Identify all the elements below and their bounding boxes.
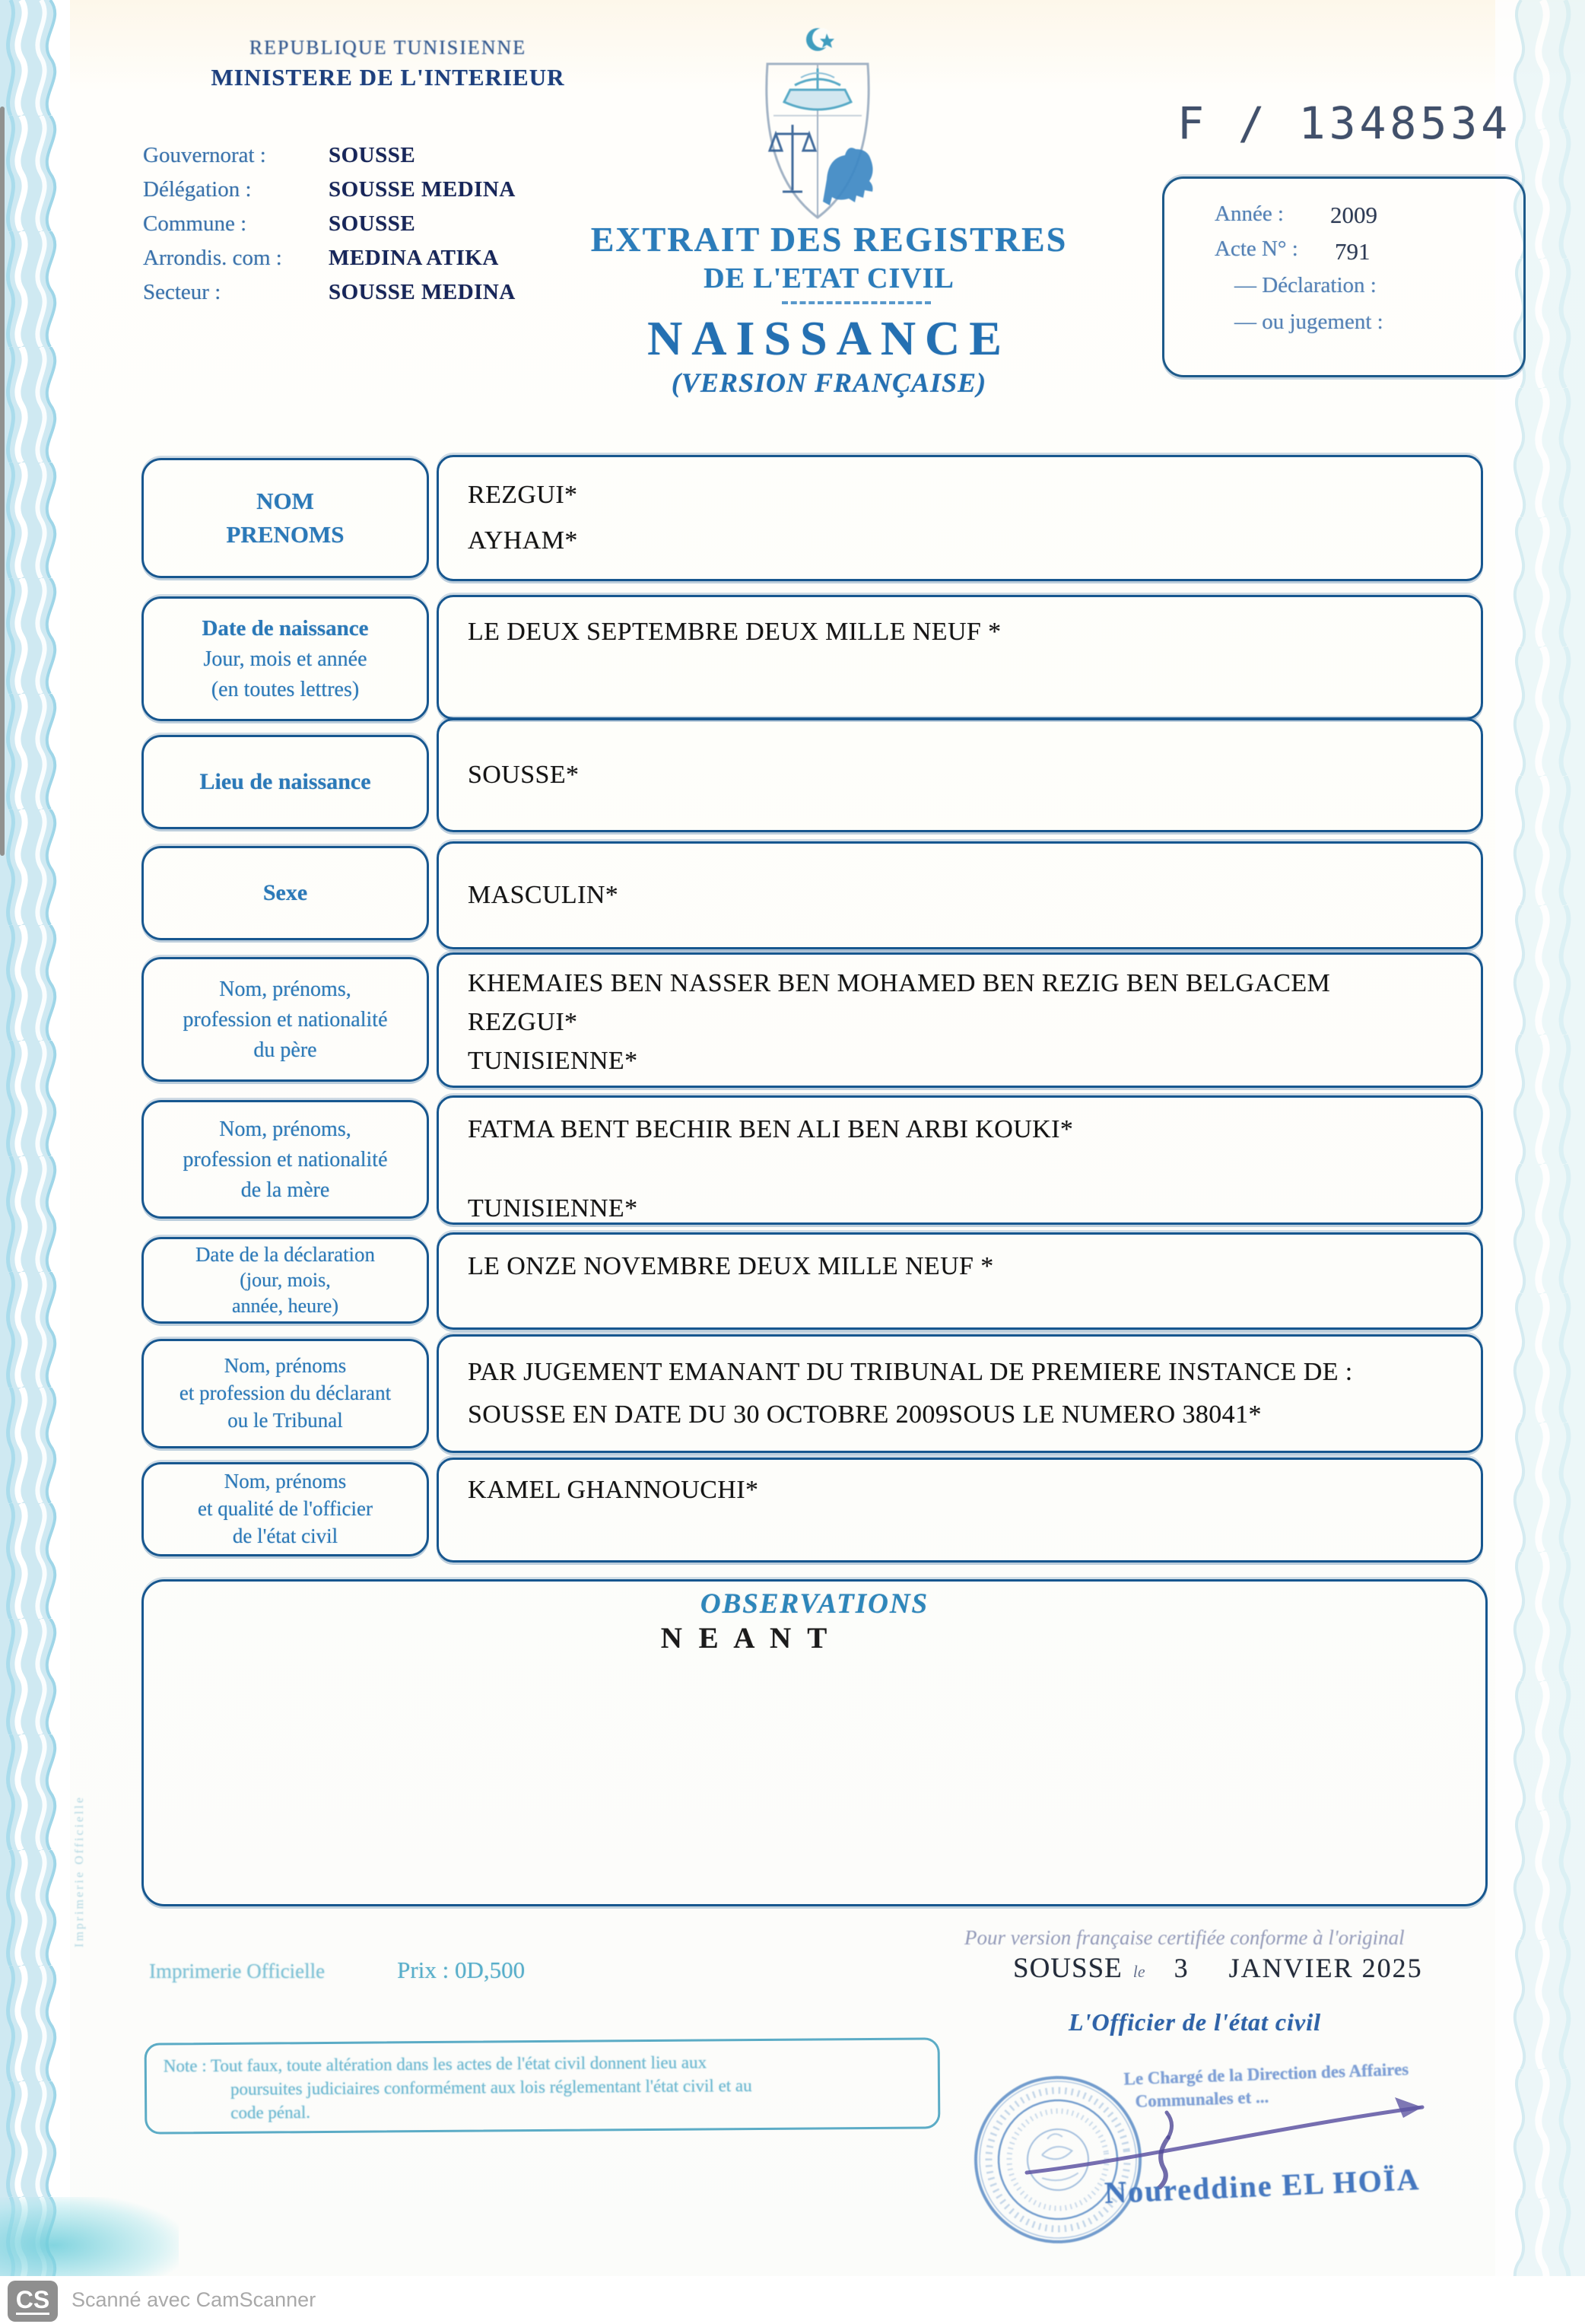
annee-label: Année : (1215, 202, 1284, 226)
value-declarant-tribunal (437, 1334, 1483, 1453)
vertical-print-reference: Imprimerie Officielle (73, 1795, 86, 1947)
form-label-line: Jour, mois et année (203, 647, 367, 672)
label-mere (141, 1100, 429, 1219)
label-pere (141, 957, 429, 1082)
form-value-line: KHEMAIES BEN NASSER BEN MOHAMED BEN REZIG BEN BELGACEM (468, 969, 1331, 997)
place-date-line (1013, 1952, 1423, 1985)
admin-field-value: SOUSSE MEDINA (329, 177, 516, 202)
admin-field-label: Délégation : (143, 177, 252, 202)
label-nom-prenoms (141, 458, 429, 578)
form-label-line: Nom, prénoms, (219, 1117, 351, 1141)
form-value-line: REZGUI* (468, 481, 578, 510)
label-declarant-tribunal (141, 1339, 429, 1448)
admin-fields-block (143, 143, 569, 305)
label-date-naissance (141, 596, 429, 721)
admin-field-value: SOUSSE (329, 211, 416, 236)
observations-title: OBSERVATIONS (700, 1588, 929, 1620)
form-label-line: du père (253, 1038, 317, 1062)
camscanner-caption: Scanné avec CamScanner (71, 2288, 316, 2311)
certification-line: Pour version française certifiée conforme à l'original (964, 1926, 1405, 1949)
camscanner-logo-icon (8, 2281, 58, 2322)
value-officier (437, 1458, 1483, 1563)
imprimerie-label: Imprimerie Officielle (149, 1960, 326, 1982)
ministry-title: MINISTERE DE L'INTERIEUR (211, 64, 565, 91)
admin-field-label: Commune : (143, 211, 247, 236)
form-value-line: SOUSSE EN DATE DU 30 OCTOBRE 2009SOUS LE NUMERO 38041* (468, 1400, 1262, 1429)
note-box (145, 2037, 941, 2134)
form-label-line: année, heure) (231, 1294, 339, 1317)
serial-number: F / 1348534 (1177, 97, 1512, 149)
admin-field-label: Arrondis. com : (143, 246, 282, 270)
form-label-line: Nom, prénoms, (219, 977, 351, 1001)
form-label-line: (jour, mois, (240, 1269, 331, 1292)
label-sexe (141, 846, 429, 940)
officer-signature-title: L'Officier de l'état civil (1069, 2008, 1321, 2036)
observations-box (141, 1579, 1488, 1906)
admin-field-value: SOUSSE (329, 143, 416, 167)
form-label-line: et profession du déclarant (179, 1381, 392, 1405)
admin-field-value: MEDINA ATIKA (329, 246, 499, 270)
acte-number-value: 791 (1335, 238, 1371, 265)
acte-info-box (1162, 176, 1526, 377)
value-sexe (437, 841, 1483, 949)
value-lieu-naissance (437, 718, 1483, 832)
date-day: 3 (1174, 1953, 1188, 1983)
form-label-line: PRENOMS (226, 520, 345, 548)
form-label-line: profession et nationalité (183, 1007, 388, 1032)
form-value-line: MASCULIN* (468, 881, 619, 910)
form-value-line: PAR JUGEMENT EMANANT DU TRIBUNAL DE PREMIERE INSTANCE DE : (468, 1357, 1353, 1386)
value-pere (437, 952, 1483, 1088)
form-value-line: AYHAM* (468, 526, 578, 555)
le-particle: le (1132, 1962, 1145, 1981)
admin-field-label: Gouvernorat : (143, 143, 266, 167)
form-value-line: FATMA BENT BECHIR BEN ALI BEN ARBI KOUKI* (468, 1115, 1074, 1143)
form-value-line: SOUSSE* (468, 761, 580, 790)
teal-corner-blob (0, 2197, 179, 2278)
value-nom-prenoms (437, 455, 1483, 581)
doc-version-subtitle: (VERSION FRANÇAISE) (671, 367, 987, 398)
acte-number-label: Acte N° : (1215, 237, 1298, 261)
declaration-label: — Déclaration : (1234, 273, 1377, 297)
form-label-line: ou le Tribunal (227, 1408, 343, 1432)
form-label-line: Nom, prénoms (224, 1470, 347, 1493)
left-guilloche-border (0, 0, 70, 2276)
label-lieu-naissance (141, 735, 429, 829)
annee-value: 2009 (1330, 202, 1377, 228)
form-label-line: Date de naissance (202, 615, 369, 641)
admin-field-label: Secteur : (143, 280, 221, 304)
camscanner-bar (0, 2276, 1585, 2324)
place-name: SOUSSE (1013, 1953, 1123, 1984)
form-value-line: REZGUI* (468, 1008, 578, 1036)
stamp-line: Communales et ... (1135, 2087, 1269, 2112)
note-line: code pénal. (230, 2103, 311, 2122)
value-date-declaration (437, 1232, 1483, 1330)
form-value-line: TUNISIENNE* (468, 1047, 638, 1075)
value-mere (437, 1095, 1483, 1225)
doc-type-title: NAISSANCE (647, 311, 1011, 365)
form-label-line: NOM (256, 487, 314, 514)
form-label-line: Nom, prénoms (224, 1354, 347, 1378)
prix-label: Prix : 0D,500 (397, 1957, 526, 1983)
form-label-line: profession et nationalité (183, 1147, 388, 1172)
form-label-line: Date de la déclaration (195, 1242, 376, 1266)
note-line: poursuites judiciaires conformément aux lois réglementant l'état civil et au (230, 2076, 752, 2099)
form-value-line: LE DEUX SEPTEMBRE DEUX MILLE NEUF * (468, 618, 1002, 646)
form-label-line: Lieu de naissance (199, 769, 371, 795)
form-label-line: (en toutes lettres) (211, 678, 360, 702)
label-date-declaration (141, 1237, 429, 1324)
form-label-line: et qualité de l'officier (197, 1497, 373, 1521)
note-line: Note : Tout faux, toute altération dans les actes de l'état civil donnent lieu aux (163, 2052, 707, 2076)
date-month-year: JANVIER 2025 (1228, 1953, 1423, 1983)
observations-value: N E A N T (660, 1622, 832, 1655)
doc-title-line1: EXTRAIT DES REGISTRES (590, 220, 1068, 259)
officer-name-stamp: Noureddine EL HOÏA (1104, 2161, 1421, 2211)
form-value-line: KAMEL GHANNOUCHI* (468, 1476, 759, 1504)
form-label-line: de la mère (240, 1178, 330, 1202)
stamp-line: Le Chargé de la Direction des Affaires (1123, 2059, 1409, 2089)
camscanner-logo-text: CS (16, 2287, 49, 2316)
doc-title-line2: DE L'ETAT CIVIL (704, 262, 954, 294)
imprimerie-line (149, 1957, 525, 1984)
title-underline (782, 301, 931, 304)
label-officier (141, 1462, 429, 1556)
form-label-line: de l'état civil (232, 1524, 338, 1547)
form-value-line: TUNISIENNE* (468, 1194, 638, 1222)
admin-field-value: SOUSSE MEDINA (329, 280, 516, 304)
value-date-naissance (437, 595, 1483, 720)
tunisia-coat-of-arms (742, 17, 894, 237)
scan-edge-shadow (0, 107, 5, 856)
republic-title: REPUBLIQUE TUNISIENNE (249, 37, 527, 59)
form-label-line: Sexe (262, 880, 308, 906)
jugement-label: — ou jugement : (1234, 310, 1383, 334)
form-value-line: LE ONZE NOVEMBRE DEUX MILLE NEUF * (468, 1252, 994, 1280)
